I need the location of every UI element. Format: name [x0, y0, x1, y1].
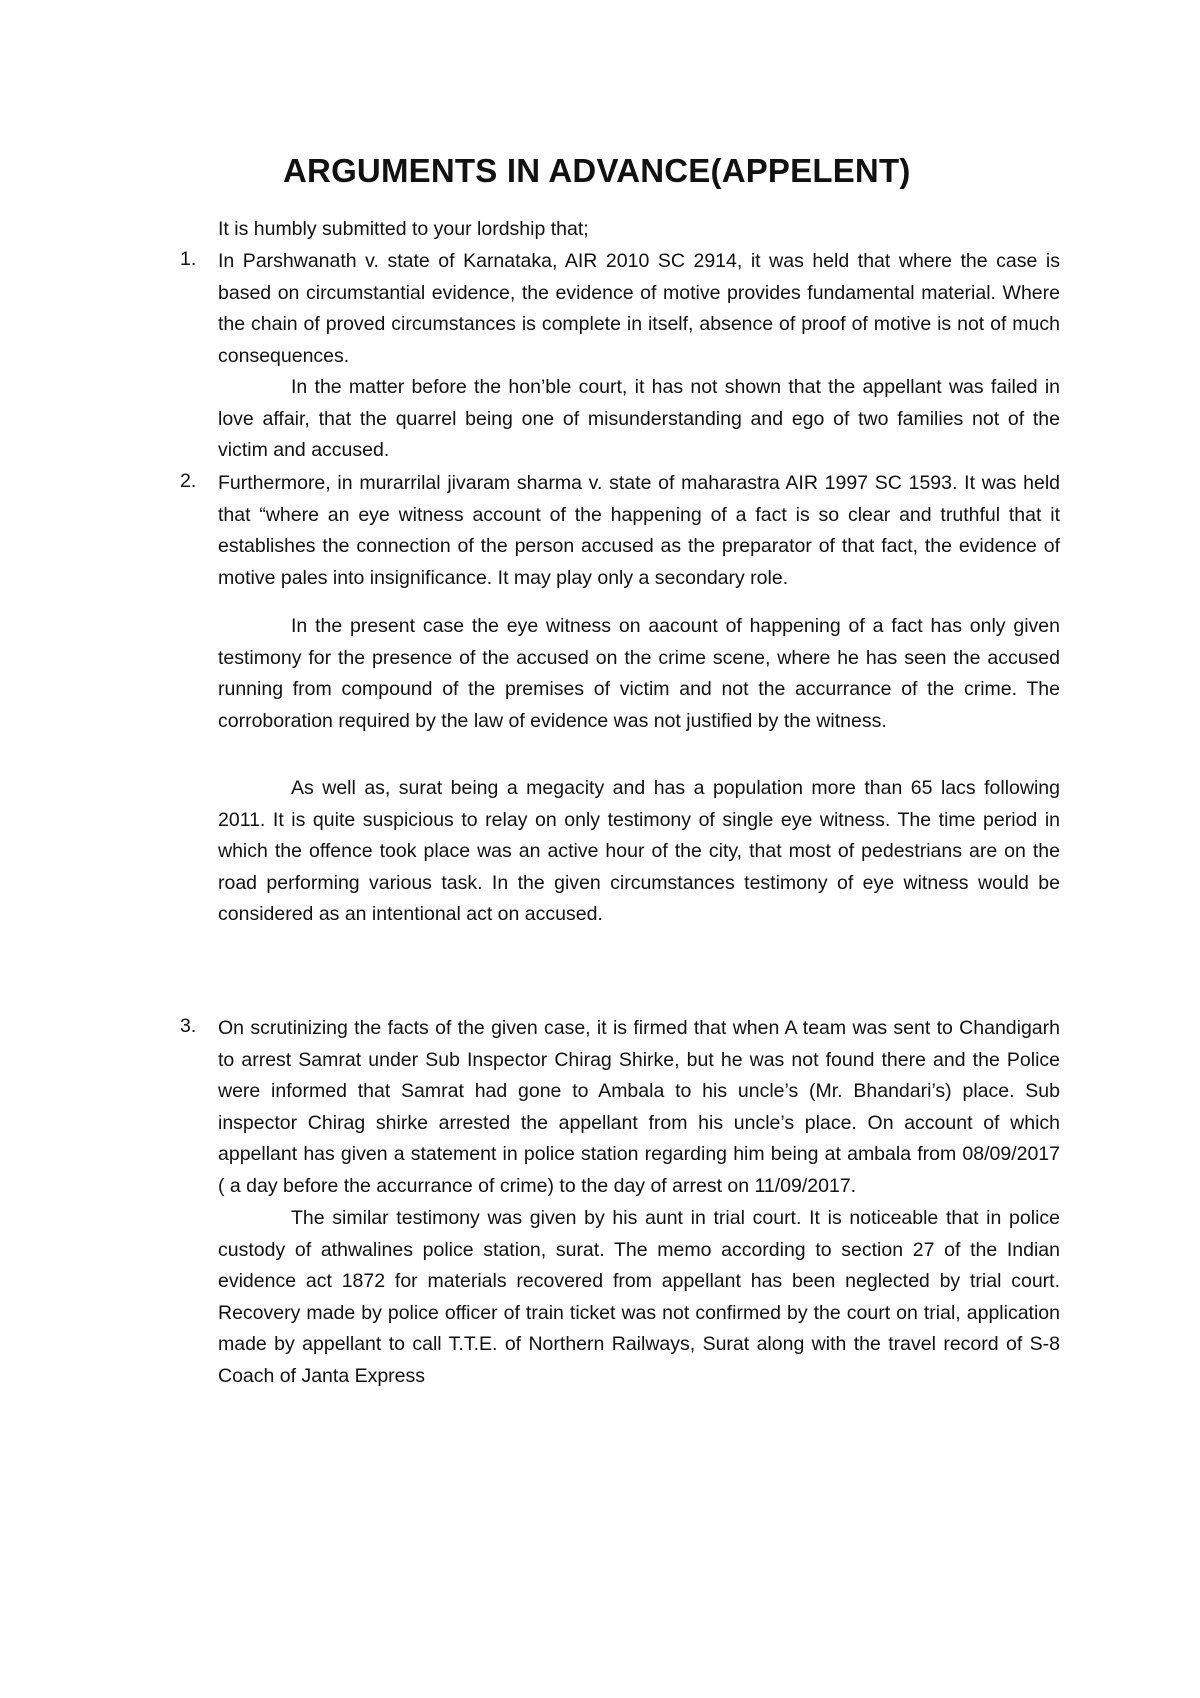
item-paragraph: As well as, surat being a megacity and has a population more than 65 lacs following 2011. It is quite suspicious to relay on only testimony of single eye witness. The time period in which the offence took place was an active hour of the city, that most of pedestrians are on the road performing various task. In the given circumstances testimony of eye witness would be considered as an intentional act on accused.	[218, 777, 1060, 926]
intro-text: It is humbly submitted to your lordship that;	[218, 218, 589, 240]
item-number: 1.	[180, 248, 197, 270]
item-number: 2.	[180, 470, 197, 492]
item-number: 3.	[180, 1015, 197, 1037]
item-paragraph: The similar testimony was given by his aunt in trial court. It is noticeable that in police custody of athwalines police station, surat. The memo according to section 27 of the Indian evidence act 1872 for materials recovered from appellant has been neglected by trial court. Recovery made by police officer of train ticket was not confirmed by the court on trial, application made by appellant to call T.T.E. of Northern Railways, Surat along with the travel record of S-8 Coach of Janta Express	[218, 1207, 1060, 1387]
item-paragraph: On scrutinizing the facts of the given case, it is firmed that when A team was sent to Chandigarh to arrest Samrat under Sub Inspector Chirag Shirke, but he was not found there and the Police were informed that Samrat had gone to Ambala to his uncle’s (Mr. Bhandari’s) place. Sub inspector Chirag shirke arrested the appellant from his uncle’s place. On account of which appellant has given a statement in police station regarding him being at ambala from 08/09/2017 ( a day before the accurrance of crime) to the day of arrest on 11/09/2017.	[218, 1017, 1060, 1197]
item-paragraph: In the matter before the hon’ble court, it has not shown that the appellant was failed in love affair, that the quarrel being one of misunderstanding and ego of two families not of the victim and accused.	[218, 376, 1060, 462]
item-paragraph: In the present case the eye witness on aacount of happening of a fact has only given testimony for the presence of the accused on the crime scene, where he has seen the accused running from compound of the premises of victim and not the accurrance of the crime. The corroboration required by the law of evidence was not justified by the witness.	[218, 615, 1060, 732]
item-paragraph: In Parshwanath v. state of Karnataka, AIR 2010 SC 2914, it was held that where the case is based on circumstantial evidence, the evidence of motive provides fundamental material. Where the chain of proved circumstances is complete in itself, absence of proof of motive is not of much consequences.	[218, 250, 1060, 367]
item-paragraph: Furthermore, in murarrilal jivaram sharma v. state of maharastra AIR 1997 SC 1593. It was held that “where an eye witness account of the happening of a fact is so clear and truthful that it establishes the connection of the person accused as the preparator of that fact, the evidence of motive pales into insignificance. It may play only a secondary role.	[218, 472, 1060, 589]
document-title: ARGUMENTS IN ADVANCE(APPELENT)	[283, 152, 911, 189]
